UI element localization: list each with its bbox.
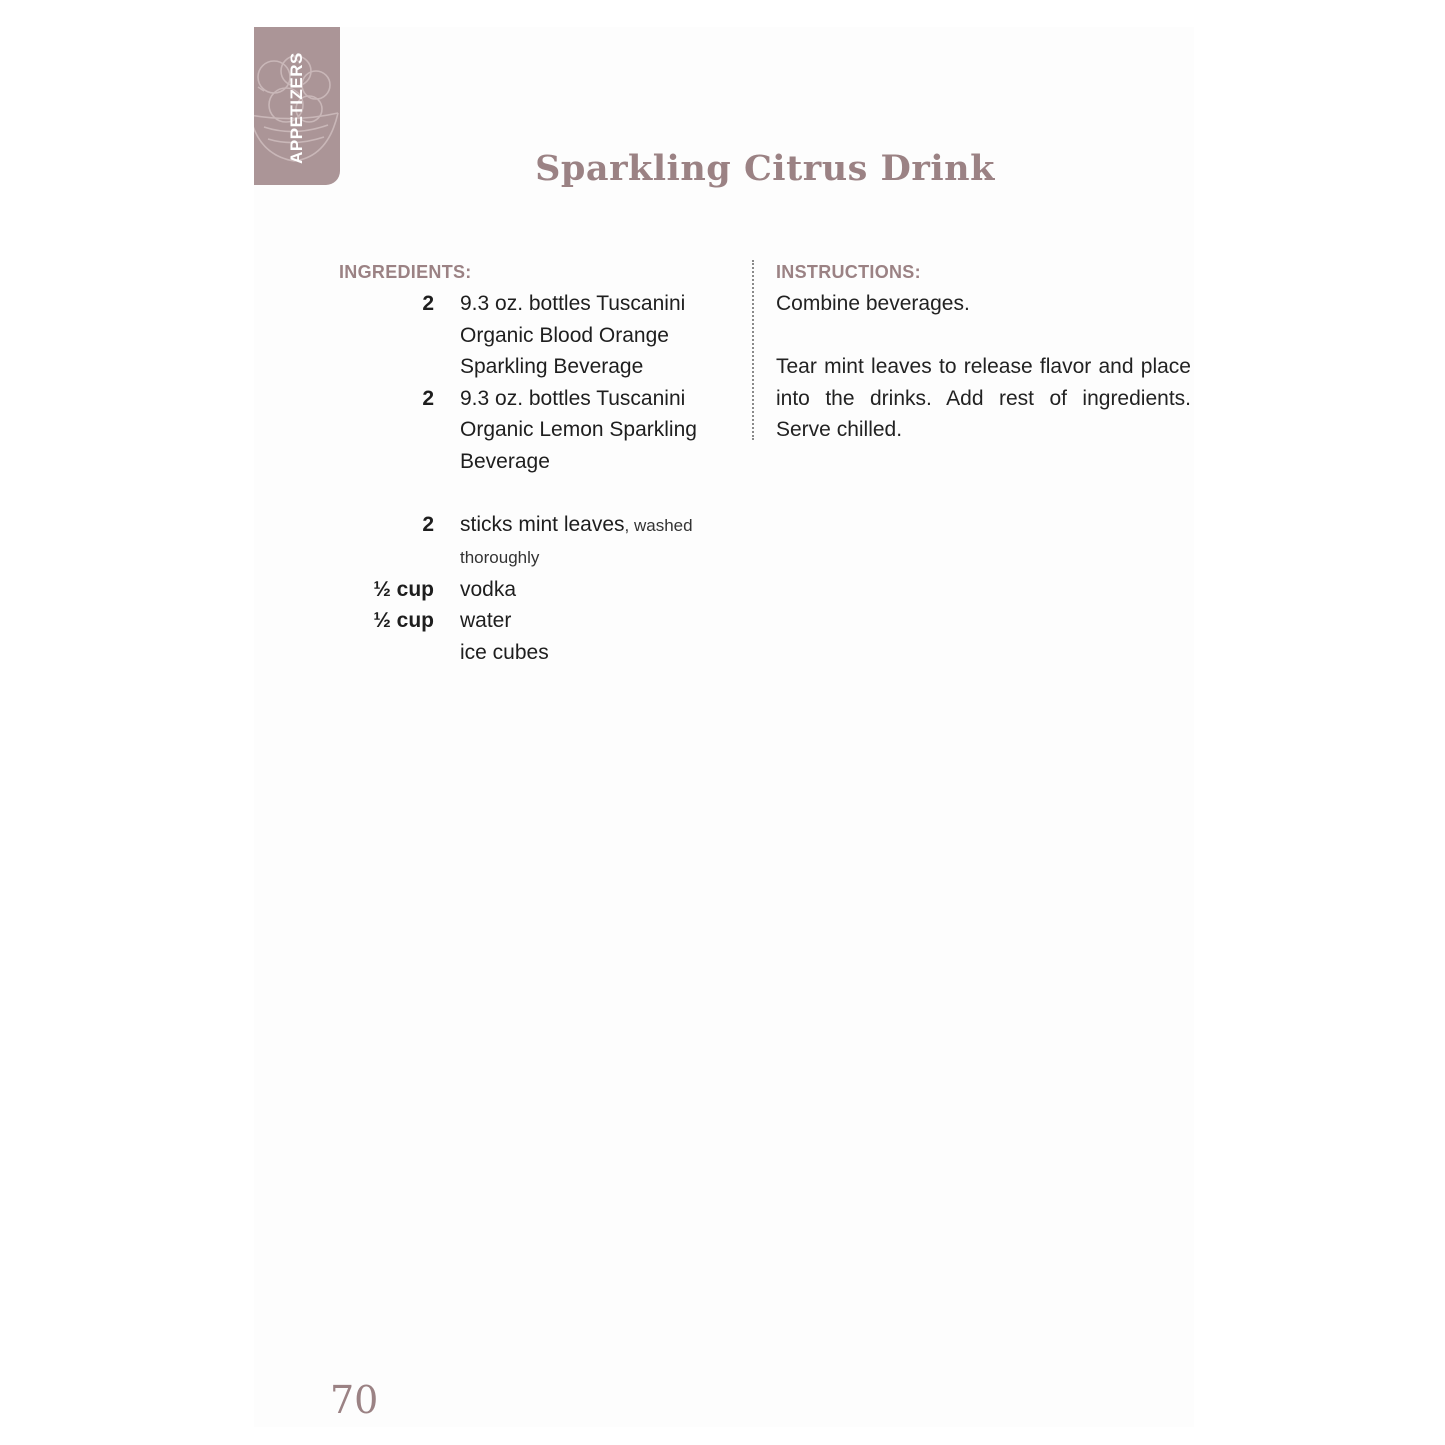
ingredient-name: 9.3 oz. bottles Tuscanini Organic Lemon Sparkling Beverage (460, 386, 697, 473)
recipe-title: Sparkling Citrus Drink (535, 148, 995, 189)
ingredient-item (339, 605, 719, 637)
instruction-paragraph: Tear mint leaves to release flavor and place into the drinks. Add rest of ingredients. Serve chilled. (776, 355, 1191, 441)
page-number: 70 (330, 1378, 379, 1422)
ingredient-quantity: ½ cup (373, 609, 434, 632)
ingredient-quantity: 2 (422, 292, 434, 315)
ingredient-item (339, 383, 719, 478)
ingredient-text (460, 637, 710, 669)
ingredient-item (339, 637, 719, 669)
ingredient-name: 9.3 oz. bottles Tuscanini Organic Blood Orange Sparkling Beverage (460, 292, 686, 378)
ingredient-quantity: ½ cup (373, 577, 434, 601)
ingredient-text (460, 605, 710, 637)
section-tab-label: APPETIZERS (287, 52, 306, 164)
ingredient-item (339, 574, 719, 606)
ingredient-quantity: 2 (422, 386, 434, 410)
ingredient-name: water (460, 609, 512, 632)
ingredient-text (460, 574, 710, 606)
ingredient-quantity (339, 637, 460, 669)
instructions-body (776, 288, 1191, 446)
ingredient-quantity: 2 (422, 512, 434, 536)
ingredient-item (339, 509, 719, 574)
ingredient-item (339, 288, 719, 383)
ingredient-text (460, 288, 710, 383)
instruction-paragraph: Combine beverages. (776, 292, 970, 315)
instructions-heading: INSTRUCTIONS: (776, 262, 921, 282)
ingredient-name: ice cubes (460, 640, 549, 664)
ingredients-heading: INGREDIENTS: (339, 262, 472, 282)
ingredient-name: sticks mint leaves (460, 512, 625, 536)
page-background (254, 27, 1194, 1427)
ingredient-note: , washed thoroughly (460, 515, 693, 567)
ingredient-text (460, 509, 710, 574)
ingredient-text (460, 383, 710, 478)
column-divider (752, 260, 754, 440)
ingredients-list (339, 288, 719, 668)
ingredient-name: vodka (460, 577, 517, 601)
